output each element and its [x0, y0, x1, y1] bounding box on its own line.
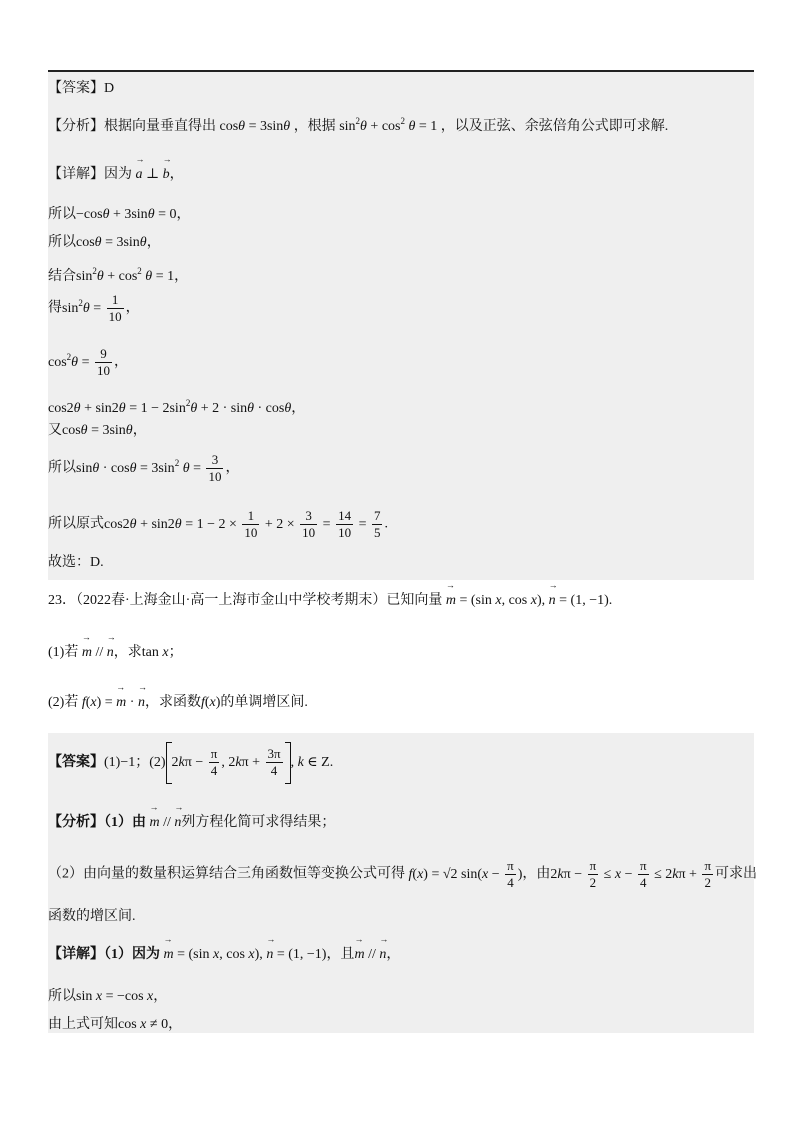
step-line: 又cosθ = 3sinθ， [48, 423, 147, 438]
question-23-part2: (2)若 f(x) = → m · → n，求函数f(x)的单调增区间. [48, 694, 308, 712]
step-line: 由上式可知cos x ≠ 0， [48, 1017, 183, 1032]
select-line: 故选：D. [48, 555, 104, 570]
analysis-line-2: 【分析】（1）由 → m // → n列方程化简可求得结果； [48, 814, 335, 832]
analysis-line-3: （2）由向量的数量积运算结合三角函数恒等变换公式可得 f(x) = √2 sin(x − $\frac{\pi}{4}$ )，由2kπ − $\frac{\pi}{2}$ ≤ x − $\frac{\pi}{4}$ ≤ 2kπ + $\frac{\pi}{2}$ 可求出 [48, 858, 758, 890]
step-line: 所以$\sin\theta \cdot \cos\theta = 3\sin^2$ θ = $\frac{3}{10}$ ， [48, 452, 240, 484]
step-line: $\cos 2\theta + \sin 2\theta = 1 - 2\sin^2\theta + 2 \cdot \sin\theta \cdot \cos\theta$， [48, 398, 306, 416]
answer-line-1 [48, 80, 114, 98]
question-23-part1: (1)若 → m // → n，求tan x； [48, 644, 183, 662]
step-line: 所以cosθ = 3sinθ， [48, 235, 161, 250]
step-line: 结合$\sin^2\theta + \cos^2 \theta = 1$， [48, 266, 189, 284]
formula: $\sin^2\theta + \cos^2 \theta = 1$ [339, 116, 438, 134]
answer-block-1 [48, 72, 754, 580]
answer-text: 【答案】D [48, 81, 115, 96]
formula: → a ⊥ → b [136, 167, 170, 182]
answer-line-2: 【答案】(1)−1；(2) 2kπ − $\frac{\pi}{4}$ , 2kπ + $\frac{3\pi}{4}$ , k ∈ Z. [48, 742, 333, 784]
step-line: 得$\sin^2\theta$ = $\frac{1}{10}$ ， [48, 292, 140, 324]
analysis-line-1: 【分析】根据向量垂直得出 cosθ = 3sinθ ，根据 $\sin^2\theta + \cos^2 \theta = 1$ ，以及正弦、余弦倍角公式即可求解. [48, 116, 669, 134]
step-line: 所以原式cos2θ + sin2θ = 1 − 2 × $\frac{1}{10}$ + 2 × $\frac{3}{10}$ = $\frac{14}{10}$ = $\frac{7}{5}$ . [48, 508, 388, 540]
detail-line-1: 【详解】因为 → a ⊥ → b， [48, 166, 184, 184]
step-line: 所以−cosθ + 3sinθ = 0， [48, 207, 191, 222]
analysis-line-4: 函数的增区间. [48, 909, 136, 924]
step-line: 所以sin x = −cos x， [48, 989, 168, 1004]
detail-line-2: 【详解】（1）因为 → m = (sin x, cos x), → n = (1, −1)，且→ m // → n， [48, 946, 400, 964]
step-line: $\cos^2\theta$ = $\frac{9}{10}$ ， [48, 346, 128, 378]
formula: cosθ = 3sinθ [219, 119, 291, 134]
question-23: 23．（2022春·上海金山·高一上海市金山中学校考期末）已知向量 → m = (sin x, cos x), → n = (1, −1). [48, 592, 612, 610]
